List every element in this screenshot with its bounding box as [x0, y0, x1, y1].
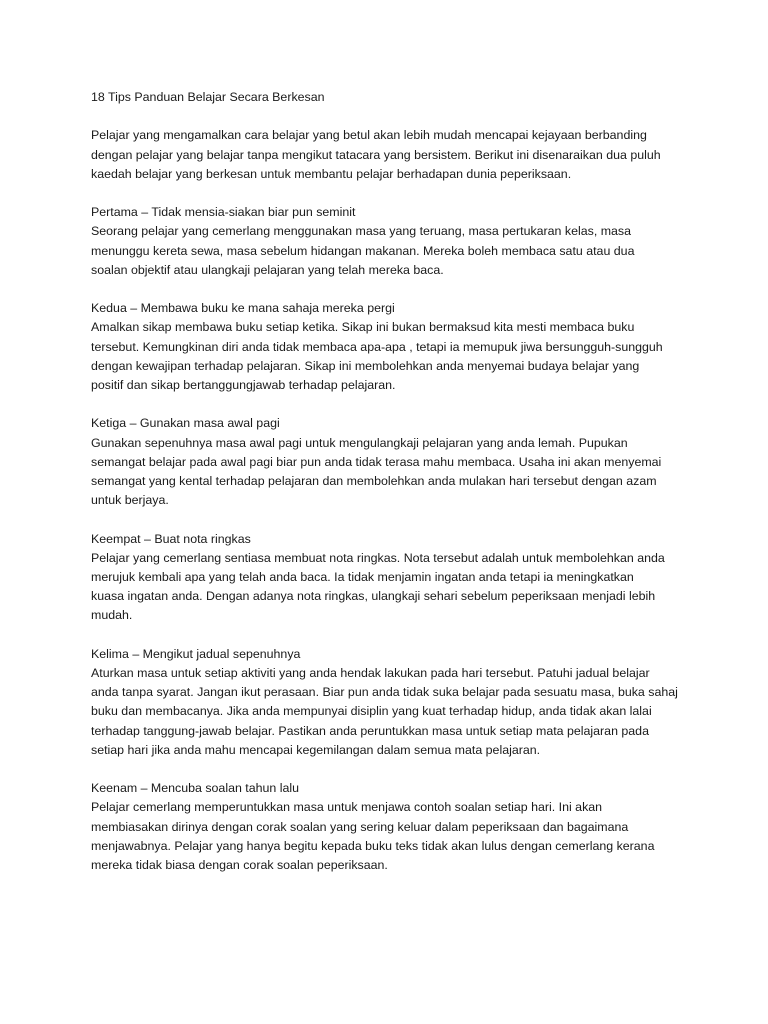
intro-paragraph: [91, 126, 691, 184]
body-line: mereka tidak biasa dengan corak soalan peperiksaan.: [91, 858, 388, 873]
section-pertama: [91, 203, 691, 280]
body-line: menunggu kereta sewa, masa sebelum hidangan makanan. Mereka boleh membaca satu atau dua: [91, 243, 635, 258]
document-title: 18 Tips Panduan Belajar Secara Berkesan: [91, 90, 325, 104]
body-line: semangat belajar pada awal pagi biar pun anda tidak terasa mahu membaca. Usaha ini akan menyemai: [91, 454, 662, 469]
section-ketiga: [91, 414, 691, 510]
section-body: [91, 434, 691, 511]
body-line: mudah.: [91, 608, 133, 623]
section-keempat: [91, 530, 691, 626]
body-line: untuk berjaya.: [91, 493, 169, 508]
section-heading: Kedua – Membawa buku ke mana sahaja mereka pergi: [91, 301, 395, 316]
body-line: tersebut. Kemungkinan diri anda tidak membaca apa-apa , tetapi ia memupuk jiwa bersungguh-sungguh: [91, 339, 663, 354]
body-line: Seorang pelajar yang cemerlang menggunakan masa yang teruang, masa pertukaran kelas, masa: [91, 224, 632, 239]
section-body: [91, 664, 691, 760]
body-line: semangat yang kental terhadap pelajaran dan membolehkan anda mulakan hari tersebut dengan azam: [91, 474, 657, 488]
section-heading: Keempat – Buat nota ringkas: [91, 531, 251, 546]
body-line: Gunakan sepenuhnya masa awal pagi untuk mengulangkaji pelajaran yang anda lemah. Pupukan: [91, 435, 628, 450]
body-line: positif dan sikap bertanggungjawab terhadap pelajaran.: [91, 378, 396, 392]
body-line: merujuk kembali apa yang telah anda baca. Ia tidak menjamin ingatan anda tetapi ia meningkatkan: [91, 570, 634, 584]
intro-line: dengan pelajar yang belajar tanpa mengikut tatacara yang bersistem. Berikut ini disenaraikan dua puluh: [91, 147, 661, 162]
body-line: membiasakan dirinya dengan corak soalan yang sering keluar dalam peperiksaan dan bagaimana: [91, 819, 629, 834]
body-line: Aturkan masa untuk setiap aktiviti yang anda hendak lakukan pada hari tersebut. Patuhi jadual belajar: [91, 666, 650, 680]
section-body: [91, 798, 691, 875]
section-heading: Ketiga – Gunakan masa awal pagi: [91, 416, 280, 431]
section-keenam: [91, 779, 691, 875]
body-line: anda tanpa syarat. Jangan ikut perasaan. Biar pun anda tidak suka belajar pada sesuatu masa, buka sahaj: [91, 685, 678, 700]
section-heading: Pertama – Tidak mensia-siakan biar pun seminit: [91, 205, 356, 220]
intro-line: Pelajar yang mengamalkan cara belajar yang betul akan lebih mudah mencapai kejayaan berbanding: [91, 128, 647, 143]
section-body: [91, 222, 691, 280]
body-line: menjawabnya. Pelajar yang hanya begitu kepada buku teks tidak akan lulus dengan cemerlang kerana: [91, 838, 655, 853]
body-line: terhadap tanggung-jawab belajar. Pastikan anda peruntukkan masa untuk setiap mata pelajaran pada: [91, 723, 649, 738]
body-line: Amalkan sikap membawa buku setiap ketika. Sikap ini bukan bermaksud kita mesti membaca buku: [91, 320, 635, 335]
body-line: kuasa ingatan anda. Dengan adanya nota ringkas, ulangkaji sehari sebelum peperiksaan menjadi lebih: [91, 589, 656, 604]
section-heading: Kelima – Mengikut jadual sepenuhnya: [91, 646, 301, 661]
section-heading: Keenam – Mencuba soalan tahun lalu: [91, 781, 300, 796]
section-body: [91, 318, 691, 395]
document-content: [91, 88, 691, 894]
section-body: [91, 549, 691, 626]
body-line: dengan kewajipan terhadap pelajaran. Sikap ini membolehkan anda menyemai budaya belajar yang: [91, 358, 640, 373]
body-line: setiap hari jika anda mahu mencapai kegemilangan dalam semua mata pelajaran.: [91, 742, 541, 757]
section-kelima: [91, 645, 691, 760]
body-line: buku dan membacanya. Jika anda mempunyai disiplin yang kuat terhadap hidup, anda tidak akan lalai: [91, 704, 652, 719]
body-line: Pelajar cemerlang memperuntukkan masa untuk menjawa contoh soalan setiap hari. Ini akan: [91, 800, 603, 815]
intro-line: kaedah belajar yang berkesan untuk membantu pelajar berhadapan dunia peperiksaan.: [91, 166, 572, 181]
body-line: Pelajar yang cemerlang sentiasa membuat nota ringkas. Nota tersebut adalah untuk membolehkan anda: [91, 550, 665, 565]
section-kedua: [91, 299, 691, 395]
body-line: soalan objektif atau ulangkaji pelajaran yang telah mereka baca.: [91, 262, 444, 277]
